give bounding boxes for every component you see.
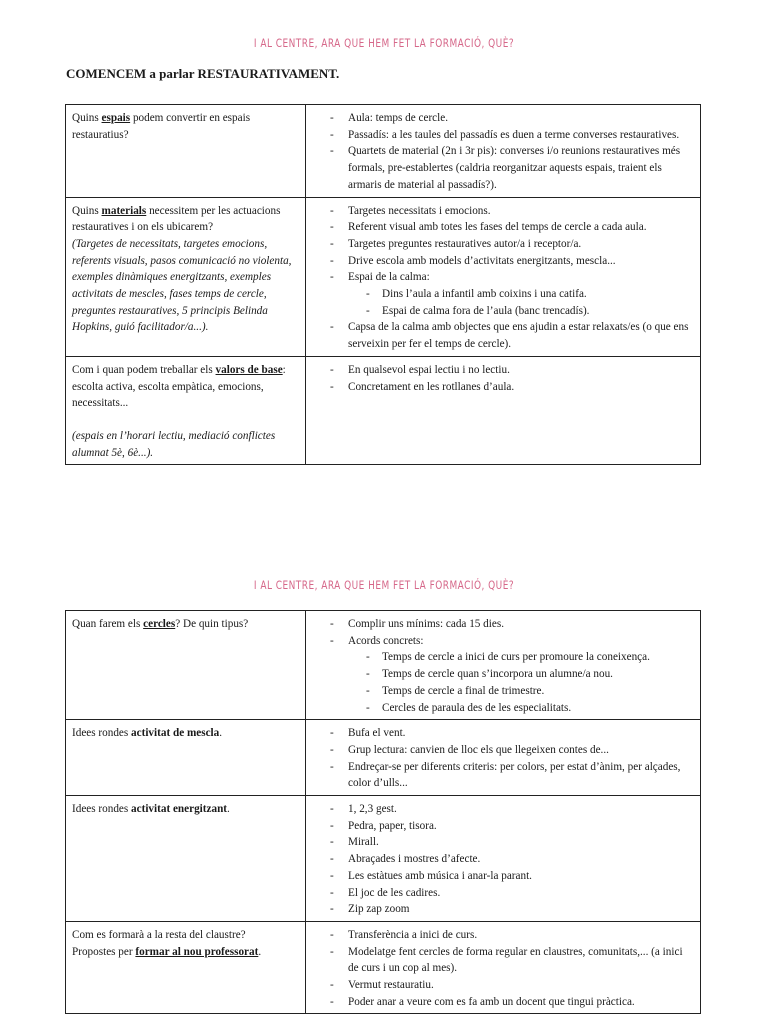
list-item: - Capsa de la calma amb objectes que ens ajudin a estar relaxats/es (o que ens serveixin per fer el temps de cercle). xyxy=(312,319,694,352)
question-cell: Com es formarà a la resta del claustre? Propostes per formar al nou professorat. xyxy=(66,921,306,1014)
question-cell: Quins materials necessitem per les actuacions restauratives i on els ubicarem? (Targetes de necessitats, targetes emocions, referents visuals, pasos comunicació no violenta, exemples dinàmiques energitzants, exemples activitats de mescles, fases temps de cercle, preguntes restauratives, 5 principis Belinda Hopkins, guió facilitador/a...). xyxy=(66,197,306,356)
list-item: - Transferència a inici de curs. xyxy=(312,927,694,944)
question-cell: Idees rondes activitat energitzant. xyxy=(66,796,306,922)
answer-list xyxy=(312,362,694,395)
list-item: - Concretament en les rotllanes d’aula. xyxy=(312,379,694,396)
key-term: activitat energitzant xyxy=(131,803,228,816)
answer-list xyxy=(312,110,694,194)
answer-list xyxy=(312,616,694,716)
sub-list xyxy=(348,286,694,319)
table-row xyxy=(66,611,701,720)
question-note: (Targetes de necessitats, targetes emocions, referents visuals, pasos comunicació no violenta, exemples dinàmiques energitzants, exemples activitats de mescles, fases temps de cercle, preguntes restauratives, 5 principis Belinda Hopkins, guió facilitador/a...). xyxy=(72,237,292,334)
answer-cell xyxy=(306,197,701,356)
list-item: - Drive escola amb models d’activitats energitzants, mescla... xyxy=(312,253,694,270)
page-title: I AL CENTRE, ARA QUE HEM FET LA FORMACIÓ, QUÈ? xyxy=(253,578,515,592)
answer-cell xyxy=(306,921,701,1014)
list-item: - Vermut restauratiu. xyxy=(312,977,694,994)
table-row xyxy=(66,105,701,198)
question-cell: Idees rondes activitat de mescla. xyxy=(66,720,306,796)
list-item: - Targetes necessitats i emocions. xyxy=(312,203,694,220)
sub-list-item: - Espai de calma fora de l’aula (banc trencadís). xyxy=(348,303,694,320)
list-item: - Les estàtues amb música i anar-la parant. xyxy=(312,868,694,885)
list-item: - Referent visual amb totes les fases del temps de cercle a cada aula. xyxy=(312,219,694,236)
table-row xyxy=(66,197,701,356)
answer-cell xyxy=(306,720,701,796)
key-term: materials xyxy=(101,204,147,217)
answer-cell xyxy=(306,796,701,922)
answer-list xyxy=(312,801,694,918)
list-item: - Espai de la calma: - Dins l’aula a infantil amb coixins i una catifa. - Espai de calma fora de l’aula (banc trencadís). xyxy=(312,269,694,319)
list-item: - Targetes preguntes restauratives autor/a i receptor/a. xyxy=(312,236,694,253)
table-row xyxy=(66,720,701,796)
sub-list-item: - Dins l’aula a infantil amb coixins i una catifa. xyxy=(348,286,694,303)
key-term: formar al nou professorat xyxy=(135,945,259,958)
list-item: - Grup lectura: canvien de lloc els que llegeixen contes de... xyxy=(312,742,694,759)
restorative-table-2 xyxy=(65,610,701,1014)
list-item: - Passadís: a les taules del passadís es duen a terme converses restauratives. xyxy=(312,127,694,144)
list-item: - Acords concrets: - Temps de cercle a inici de curs per promoure la coneixença. - Temps de cercle quan s’incorpora un alumne/a nou. - Temps de cercle a final de trimestre. - Cercles de paraula des de les especialitats. xyxy=(312,633,694,717)
key-term: cercles xyxy=(143,618,176,630)
list-item: - El joc de les cadires. xyxy=(312,885,694,902)
list-item: - Modelatge fent cercles de forma regular en claustres, comunitats,... (a inici de curs i un cop al mes). xyxy=(312,944,694,977)
page-title: I AL CENTRE, ARA QUE HEM FET LA FORMACIÓ, QUÈ? xyxy=(253,36,515,50)
table-row xyxy=(66,796,701,922)
answer-list xyxy=(312,725,694,792)
list-item: - Abraçades i mostres d’afecte. xyxy=(312,851,694,868)
list-item: - Poder anar a veure com es fa amb un docent que tingui pràctica. xyxy=(312,994,694,1011)
list-item: - Quartets de material (2n i 3r pis): converses i/o reunions restauratives més formals, pre-establertes (caldria reorganitzar aquests espais, traient els armaris de material al passadís?). xyxy=(312,143,694,193)
answer-cell xyxy=(306,611,701,720)
sub-list-item: - Temps de cercle quan s’incorpora un alumne/a nou. xyxy=(348,666,694,683)
key-term: activitat de mescla xyxy=(131,727,220,740)
question-cell: Com i quan podem treballar els valors de base: escolta activa, escolta empàtica, emocions, necessitats... (espais en l’horari lectiu, mediació conflictes alumnat 5è, 6è...). xyxy=(66,356,306,465)
list-item: - 1, 2,3 gest. xyxy=(312,801,694,818)
restorative-table-1 xyxy=(65,104,701,465)
list-item: - Mirall. xyxy=(312,834,694,851)
list-item: - Complir uns mínims: cada 15 dies. xyxy=(312,616,694,633)
list-item: - Aula: temps de cercle. xyxy=(312,110,694,127)
sub-list-item: - Temps de cercle a final de trimestre. xyxy=(348,683,694,700)
key-term: valors de base xyxy=(215,363,283,376)
list-item: - Endreçar-se per diferents criteris: per colors, per estat d’ànim, per alçades, color d’ulls... xyxy=(312,759,694,792)
question-cell: Quan farem els cercles? De quin tipus? xyxy=(66,611,306,720)
question-cell: Quins espais podem convertir en espais restauratius? xyxy=(66,105,306,198)
sub-list xyxy=(348,649,694,716)
section-heading: COMENCEM a parlar RESTAURATIVAMENT. xyxy=(66,66,340,81)
answer-list xyxy=(312,927,694,1011)
list-item: - En qualsevol espai lectiu i no lectiu. xyxy=(312,362,694,379)
table-row xyxy=(66,921,701,1014)
list-item: - Bufa el vent. xyxy=(312,725,694,742)
answer-list xyxy=(312,203,694,353)
sub-list-item: - Temps de cercle a inici de curs per promoure la coneixença. xyxy=(348,649,694,666)
list-item: - Pedra, paper, tisora. xyxy=(312,818,694,835)
table-row xyxy=(66,356,701,465)
answer-cell xyxy=(306,356,701,465)
key-term: espais xyxy=(101,112,131,124)
question-note: (espais en l’horari lectiu, mediació conflictes alumnat 5è, 6è...). xyxy=(72,429,276,459)
list-item: - Zip zap zoom xyxy=(312,901,694,918)
answer-cell xyxy=(306,105,701,198)
sub-list-item: - Cercles de paraula des de les especialitats. xyxy=(348,700,694,717)
